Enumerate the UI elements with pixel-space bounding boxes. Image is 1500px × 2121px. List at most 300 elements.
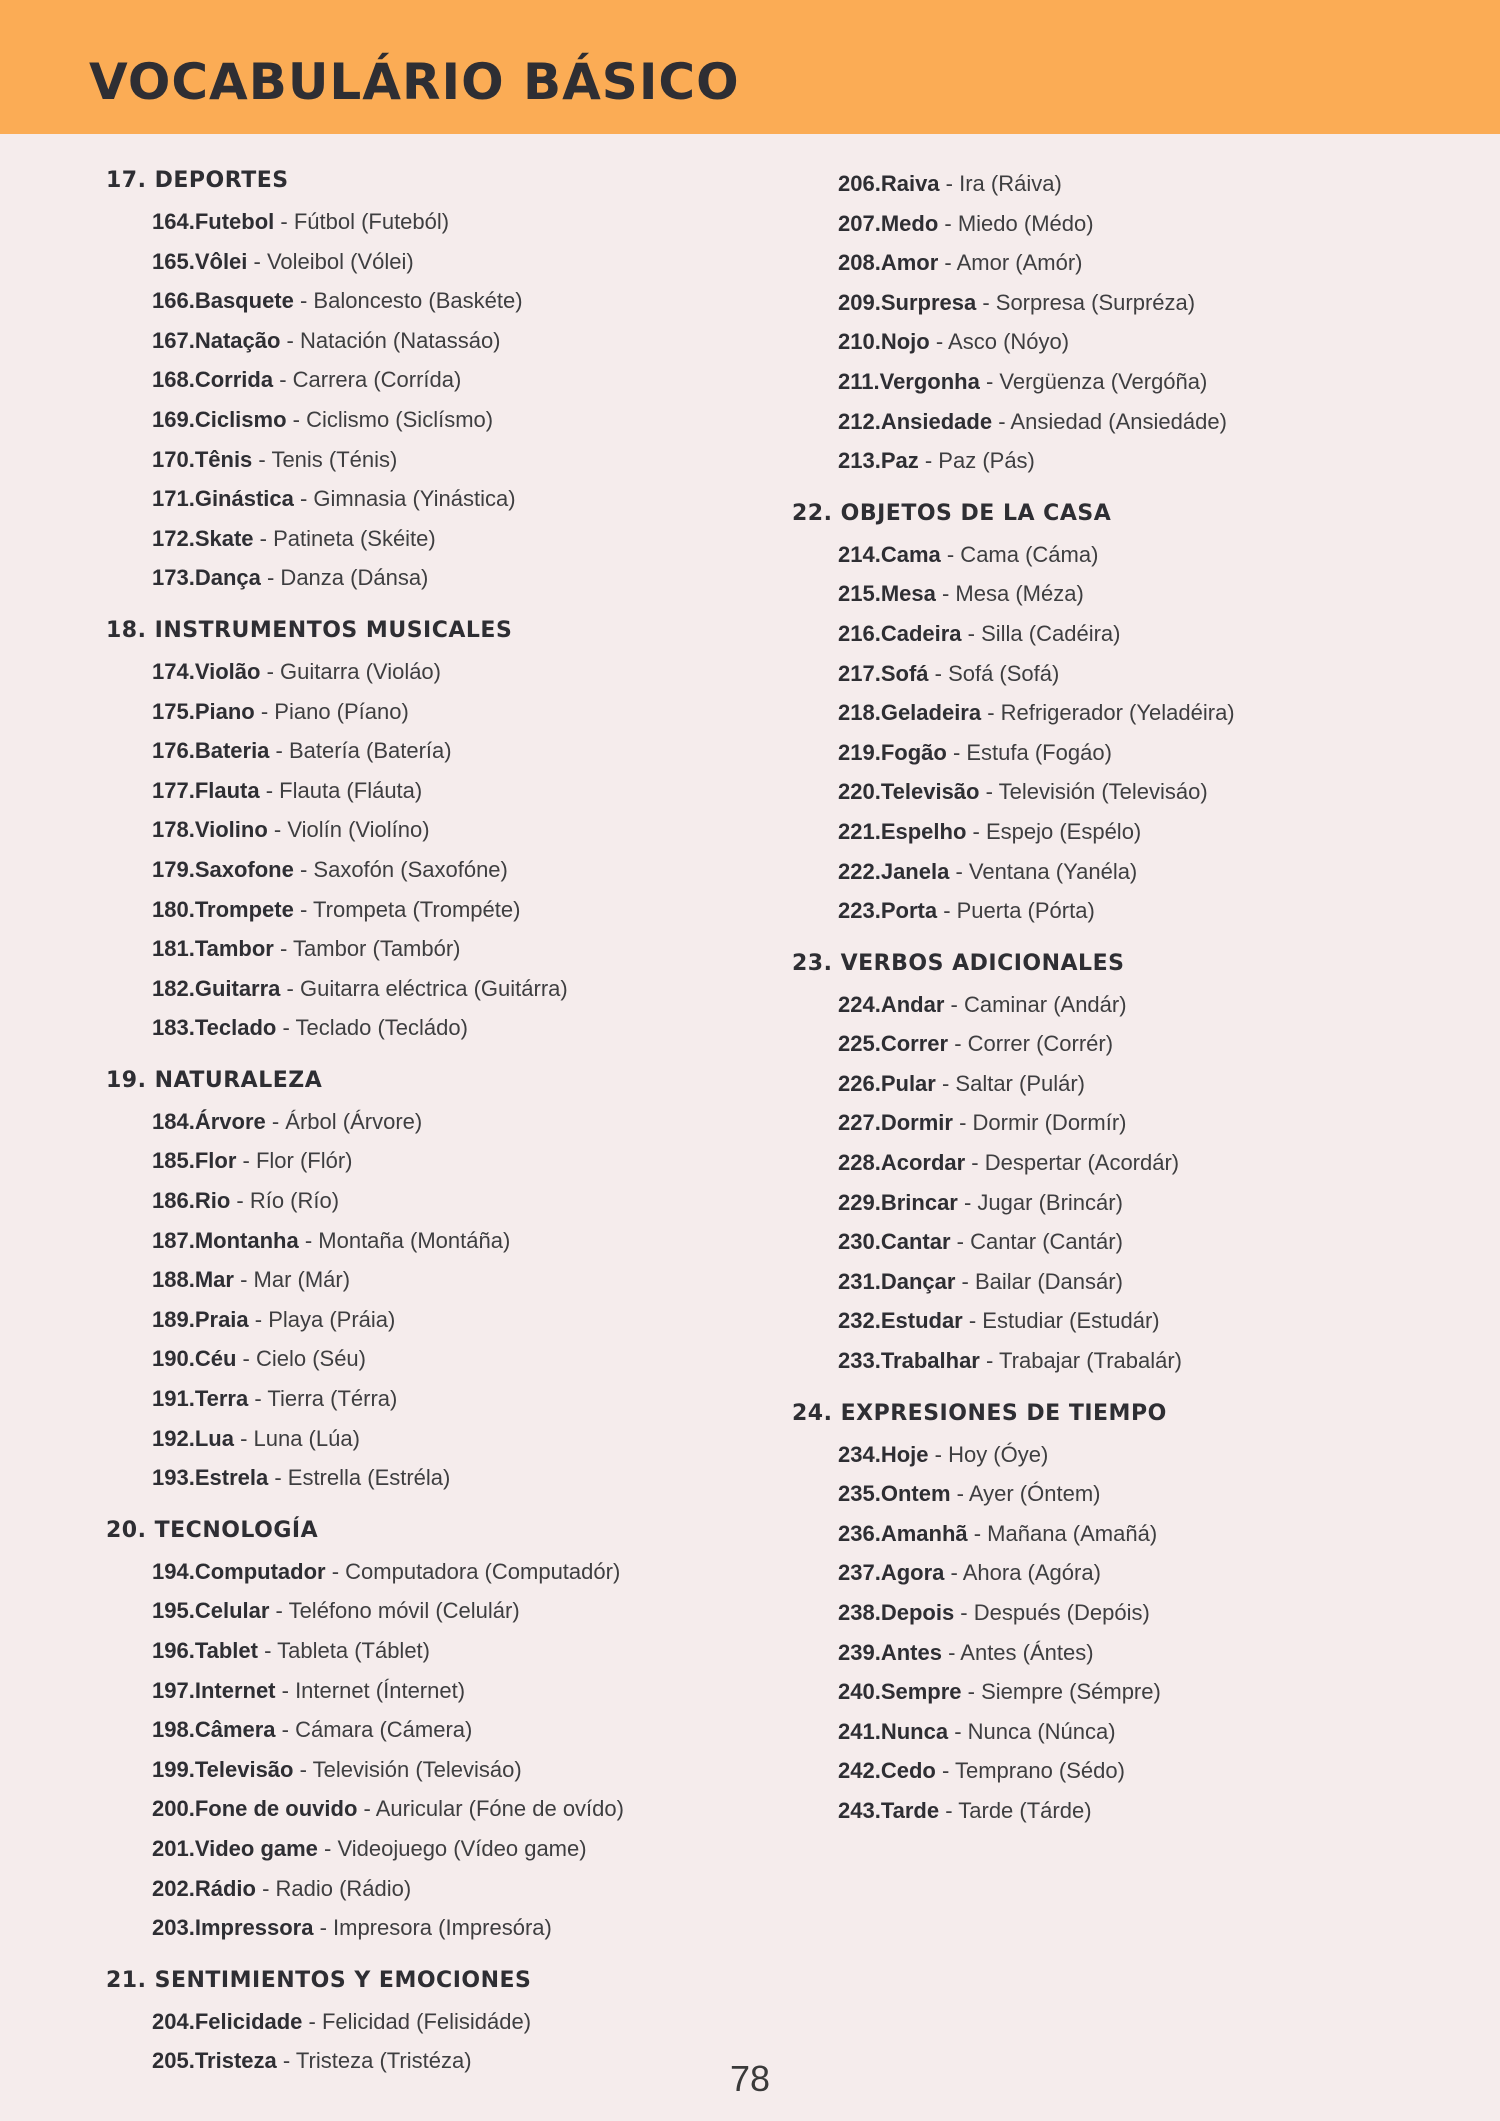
list-item bbox=[152, 1339, 786, 1379]
translation: - Auricular (Fóne de ovído) bbox=[357, 1796, 624, 1822]
item-number: 185. bbox=[152, 1148, 195, 1174]
portuguese-word: Corrida bbox=[194, 367, 274, 393]
portuguese-word: Geladeira bbox=[880, 700, 982, 726]
translation: - Vergüenza (Vergóña) bbox=[979, 368, 1208, 394]
portuguese-word: Nojo bbox=[880, 329, 930, 355]
list-item bbox=[838, 1103, 1482, 1143]
item-number: 236. bbox=[838, 1520, 881, 1546]
left-column bbox=[106, 160, 786, 2081]
portuguese-word: Dançar bbox=[880, 1268, 956, 1294]
translation: - Después (Depóis) bbox=[954, 1600, 1150, 1625]
list-item bbox=[838, 614, 1482, 654]
portuguese-word: Celular bbox=[194, 1598, 270, 1624]
item-number: 196. bbox=[152, 1638, 195, 1663]
item-number: 226. bbox=[838, 1070, 881, 1096]
portuguese-word: Violino bbox=[194, 817, 268, 843]
list-item bbox=[152, 1552, 786, 1592]
vocabulary-section bbox=[792, 493, 1482, 931]
item-number: 238. bbox=[838, 1600, 881, 1625]
item-number: 198. bbox=[152, 1717, 195, 1743]
item-number: 215. bbox=[838, 581, 881, 607]
portuguese-word: Impressora bbox=[194, 1915, 314, 1941]
portuguese-word: Saxofone bbox=[194, 856, 294, 882]
item-number: 183. bbox=[152, 1015, 195, 1041]
list-item bbox=[152, 1869, 786, 1909]
portuguese-word: Internet bbox=[194, 1677, 276, 1703]
translation: - Amor (Amór) bbox=[938, 250, 1083, 276]
translation: - Playa (Práia) bbox=[248, 1306, 396, 1332]
item-number: 193. bbox=[152, 1465, 195, 1491]
list-item bbox=[152, 1671, 786, 1711]
portuguese-word: Estrela bbox=[194, 1465, 269, 1491]
translation: - Hoy (Óye) bbox=[928, 1441, 1049, 1467]
portuguese-word: Futebol bbox=[194, 209, 275, 234]
portuguese-word: Flor bbox=[194, 1148, 237, 1174]
translation: - Teléfono móvil (Celulár) bbox=[269, 1598, 520, 1624]
translation: - Siempre (Sémpre) bbox=[961, 1679, 1161, 1705]
item-number: 221. bbox=[838, 818, 881, 844]
portuguese-word: Tênis bbox=[194, 446, 253, 472]
item-number: 200. bbox=[152, 1796, 195, 1822]
section-title: 20. TECNOLOGÍA bbox=[106, 1517, 319, 1543]
translation: - Tierra (Térra) bbox=[248, 1386, 398, 1412]
list-item bbox=[152, 1181, 786, 1221]
list-item bbox=[152, 202, 786, 242]
vocabulary-section bbox=[106, 610, 786, 1048]
item-number: 213. bbox=[838, 448, 881, 474]
list-item bbox=[838, 985, 1482, 1025]
portuguese-word: Céu bbox=[194, 1346, 237, 1372]
item-number: 165. bbox=[152, 248, 195, 274]
translation: - Ira (Ráiva) bbox=[939, 171, 1062, 196]
list-item bbox=[838, 1222, 1482, 1262]
portuguese-word: Cantar bbox=[880, 1229, 951, 1255]
portuguese-word: Fogão bbox=[880, 739, 947, 765]
list-item bbox=[838, 1183, 1482, 1223]
list-item bbox=[152, 400, 786, 440]
translation: - Felicidad (Felisidáde) bbox=[302, 2008, 532, 2034]
list-item bbox=[152, 1631, 786, 1671]
item-number: 204. bbox=[152, 2008, 195, 2034]
portuguese-word: Surpresa bbox=[880, 289, 977, 315]
list-item bbox=[152, 1260, 786, 1300]
portuguese-word: Dormir bbox=[880, 1110, 953, 1136]
list-item bbox=[838, 1791, 1482, 1831]
list-item bbox=[838, 852, 1482, 892]
portuguese-word: Lua bbox=[194, 1425, 234, 1451]
portuguese-word: Câmera bbox=[194, 1717, 276, 1743]
list-item bbox=[152, 1300, 786, 1340]
item-number: 175. bbox=[152, 698, 195, 724]
translation: - Ventana (Yanéla) bbox=[949, 858, 1138, 884]
vocabulary-list bbox=[106, 652, 786, 1048]
vocabulary-list bbox=[792, 985, 1482, 1381]
item-number: 225. bbox=[838, 1031, 881, 1057]
translation: - Baloncesto (Baskéte) bbox=[293, 288, 523, 314]
item-number: 174. bbox=[152, 658, 195, 684]
item-number: 177. bbox=[152, 777, 195, 803]
translation: - Fútbol (Futeból) bbox=[274, 209, 450, 234]
portuguese-word: Violão bbox=[194, 658, 261, 684]
list-item bbox=[152, 1829, 786, 1869]
section-title: 17. DEPORTES bbox=[106, 168, 289, 193]
list-item bbox=[838, 204, 1482, 244]
item-number: 184. bbox=[152, 1108, 195, 1134]
item-number: 172. bbox=[152, 525, 195, 551]
section-title: 18. INSTRUMENTOS MUSICALES bbox=[106, 617, 513, 643]
translation: - Patineta (Skéite) bbox=[253, 525, 436, 551]
item-number: 231. bbox=[838, 1268, 881, 1294]
list-item bbox=[838, 164, 1482, 204]
translation: - Tristeza (Tristéza) bbox=[276, 2048, 472, 2074]
list-item bbox=[838, 812, 1482, 852]
vocabulary-section bbox=[792, 1393, 1482, 1831]
portuguese-word: Mar bbox=[194, 1267, 234, 1293]
portuguese-word: Cadeira bbox=[880, 620, 962, 646]
translation: - Correr (Corrér) bbox=[948, 1031, 1114, 1057]
portuguese-word: Agora bbox=[880, 1560, 945, 1586]
vocabulary-list bbox=[106, 1102, 786, 1498]
item-number: 234. bbox=[838, 1441, 881, 1467]
item-number: 217. bbox=[838, 660, 881, 686]
translation: - Cielo (Séu) bbox=[236, 1346, 366, 1372]
portuguese-word: Televisão bbox=[194, 1756, 294, 1782]
portuguese-word: Tablet bbox=[194, 1638, 258, 1663]
item-number: 187. bbox=[152, 1227, 195, 1253]
list-item bbox=[838, 322, 1482, 362]
portuguese-word: Depois bbox=[880, 1600, 955, 1625]
item-number: 223. bbox=[838, 898, 881, 924]
portuguese-word: Sofá bbox=[880, 660, 929, 686]
portuguese-word: Cama bbox=[880, 541, 941, 567]
list-item bbox=[838, 1262, 1482, 1302]
translation: - Despertar (Acordár) bbox=[965, 1150, 1180, 1176]
item-number: 211. bbox=[838, 368, 880, 394]
list-item bbox=[838, 1514, 1482, 1554]
list-item bbox=[838, 1593, 1482, 1633]
list-item bbox=[152, 558, 786, 598]
portuguese-word: Terra bbox=[194, 1386, 249, 1412]
translation: - Flauta (Fláuta) bbox=[259, 777, 423, 803]
portuguese-word: Espelho bbox=[880, 818, 967, 844]
portuguese-word: Porta bbox=[880, 898, 938, 924]
item-number: 186. bbox=[152, 1188, 195, 1214]
translation: - Paz (Pás) bbox=[918, 448, 1035, 474]
portuguese-word: Ciclismo bbox=[194, 406, 287, 432]
list-item bbox=[152, 440, 786, 480]
portuguese-word: Medo bbox=[880, 210, 939, 236]
translation: - Antes (Ántes) bbox=[941, 1639, 1094, 1665]
portuguese-word: Antes bbox=[880, 1639, 942, 1665]
list-item bbox=[838, 1751, 1482, 1791]
portuguese-word: Mesa bbox=[880, 581, 936, 607]
list-item bbox=[838, 574, 1482, 614]
list-item bbox=[152, 360, 786, 400]
item-number: 169. bbox=[152, 406, 195, 432]
list-item bbox=[152, 1419, 786, 1459]
list-item bbox=[838, 243, 1482, 283]
portuguese-word: Acordar bbox=[880, 1150, 966, 1176]
vocabulary-section bbox=[106, 160, 786, 598]
item-number: 189. bbox=[152, 1306, 195, 1332]
translation: - Temprano (Sédo) bbox=[935, 1758, 1125, 1784]
section-title: 19. NATURALEZA bbox=[106, 1067, 323, 1093]
item-number: 197. bbox=[152, 1677, 195, 1703]
portuguese-word: Bateria bbox=[194, 738, 270, 764]
portuguese-word: Ansiedade bbox=[880, 408, 993, 434]
translation: - Cama (Cáma) bbox=[940, 541, 1099, 567]
list-item bbox=[838, 1633, 1482, 1673]
page-number: 78 bbox=[729, 2058, 771, 2099]
translation: - Sorpresa (Surpréza) bbox=[976, 289, 1196, 315]
item-number: 192. bbox=[152, 1425, 195, 1451]
portuguese-word: Correr bbox=[880, 1031, 949, 1057]
vocabulary-list bbox=[792, 535, 1482, 931]
item-number: 212. bbox=[838, 408, 881, 434]
item-number: 201. bbox=[152, 1835, 195, 1861]
translation: - Flor (Flór) bbox=[236, 1148, 353, 1174]
list-item bbox=[152, 969, 786, 1009]
portuguese-word: Vergonha bbox=[879, 368, 980, 394]
item-number: 190. bbox=[152, 1346, 195, 1372]
item-number: 216. bbox=[838, 620, 881, 646]
section-title: 24. EXPRESIONES DE TIEMPO bbox=[792, 1400, 1167, 1426]
portuguese-word: Trabalhar bbox=[880, 1348, 980, 1374]
portuguese-word: Paz bbox=[880, 448, 919, 474]
translation: - Tarde (Tárde) bbox=[939, 1797, 1092, 1823]
item-number: 220. bbox=[838, 779, 881, 805]
vocabulary-list bbox=[106, 202, 786, 598]
item-number: 168. bbox=[152, 367, 195, 393]
list-item bbox=[838, 535, 1482, 575]
list-item bbox=[838, 1341, 1482, 1381]
right-column bbox=[792, 160, 1482, 1831]
item-number: 182. bbox=[152, 975, 195, 1001]
list-item bbox=[838, 402, 1482, 442]
item-number: 237. bbox=[838, 1560, 881, 1586]
translation: - Videojuego (Vídeo game) bbox=[317, 1835, 587, 1861]
list-item bbox=[838, 1712, 1482, 1752]
item-number: 191. bbox=[152, 1386, 195, 1412]
list-item bbox=[152, 1379, 786, 1419]
translation: - Ansiedad (Ansiedáde) bbox=[992, 408, 1227, 434]
portuguese-word: Rádio bbox=[194, 1875, 256, 1901]
list-item bbox=[838, 891, 1482, 931]
item-number: 206. bbox=[838, 171, 881, 196]
portuguese-word: Janela bbox=[880, 858, 950, 884]
vocabulary-section bbox=[106, 1510, 786, 1948]
portuguese-word: Rio bbox=[194, 1188, 231, 1214]
translation: - Mesa (Méza) bbox=[935, 581, 1084, 607]
list-item bbox=[152, 2002, 786, 2042]
item-number: 202. bbox=[152, 1875, 195, 1901]
portuguese-word: Flauta bbox=[194, 777, 260, 803]
list-item bbox=[838, 654, 1482, 694]
vocabulary-section bbox=[792, 164, 1482, 481]
translation: - Computadora (Computadór) bbox=[325, 1558, 621, 1584]
list-item bbox=[152, 1458, 786, 1498]
item-number: 164. bbox=[152, 209, 195, 234]
item-number: 188. bbox=[152, 1267, 195, 1293]
list-item bbox=[152, 850, 786, 890]
list-item bbox=[152, 1789, 786, 1829]
translation: - Ciclismo (Siclísmo) bbox=[286, 406, 494, 432]
item-number: 170. bbox=[152, 446, 195, 472]
translation: - Árbol (Árvore) bbox=[265, 1108, 423, 1134]
translation: - Caminar (Andár) bbox=[944, 991, 1127, 1017]
page-header bbox=[0, 0, 1500, 134]
item-number: 181. bbox=[152, 936, 195, 962]
translation: - Carrera (Corrída) bbox=[273, 367, 462, 393]
translation: - Espejo (Espélo) bbox=[966, 818, 1142, 844]
portuguese-word: Andar bbox=[880, 991, 945, 1017]
vocabulary-section bbox=[106, 1060, 786, 1498]
translation: - Tambor (Tambór) bbox=[273, 936, 461, 962]
list-item bbox=[152, 652, 786, 692]
item-number: 199. bbox=[152, 1756, 195, 1782]
item-number: 166. bbox=[152, 288, 195, 314]
list-item bbox=[152, 321, 786, 361]
list-item bbox=[152, 731, 786, 771]
portuguese-word: Pular bbox=[880, 1070, 936, 1096]
item-number: 242. bbox=[838, 1758, 881, 1784]
item-number: 219. bbox=[838, 739, 881, 765]
translation: - Jugar (Brincár) bbox=[957, 1189, 1123, 1215]
translation: - Tenis (Ténis) bbox=[252, 446, 398, 472]
list-item bbox=[152, 1591, 786, 1631]
portuguese-word: Dança bbox=[194, 565, 261, 591]
item-number: 195. bbox=[152, 1598, 195, 1624]
item-number: 171. bbox=[152, 486, 195, 512]
list-item bbox=[152, 1908, 786, 1948]
list-item bbox=[838, 693, 1482, 733]
section-title: 21. SENTIMIENTOS Y EMOCIONES bbox=[106, 1967, 532, 1993]
item-number: 179. bbox=[152, 856, 195, 882]
translation: - Silla (Cadéira) bbox=[961, 620, 1121, 646]
item-number: 214. bbox=[838, 541, 881, 567]
translation: - Trabajar (Trabalár) bbox=[979, 1348, 1182, 1374]
item-number: 230. bbox=[838, 1229, 881, 1255]
item-number: 232. bbox=[838, 1308, 881, 1334]
translation: - Voleibol (Vólei) bbox=[247, 248, 414, 274]
translation: - Miedo (Médo) bbox=[938, 210, 1094, 236]
translation: - Mañana (Amañá) bbox=[967, 1520, 1158, 1546]
portuguese-word: Árvore bbox=[194, 1108, 266, 1134]
translation: - Impresora (Impresóra) bbox=[313, 1915, 552, 1941]
translation: - Ahora (Agóra) bbox=[944, 1560, 1101, 1586]
translation: - Trompeta (Trompéte) bbox=[293, 896, 521, 922]
translation: - Saxofón (Saxofóne) bbox=[293, 856, 508, 882]
vocabulary-list bbox=[792, 164, 1482, 481]
translation: - Montaña (Montáña) bbox=[298, 1227, 511, 1253]
translation: - Violín (Violíno) bbox=[267, 817, 430, 843]
item-number: 224. bbox=[838, 991, 881, 1017]
portuguese-word: Tambor bbox=[194, 936, 274, 962]
list-item bbox=[152, 692, 786, 732]
portuguese-word: Natação bbox=[194, 327, 281, 353]
portuguese-word: Skate bbox=[194, 525, 254, 551]
list-item bbox=[838, 772, 1482, 812]
list-item bbox=[152, 1221, 786, 1261]
item-number: 203. bbox=[152, 1915, 195, 1941]
list-item bbox=[152, 519, 786, 559]
list-item bbox=[152, 890, 786, 930]
translation: - Estufa (Fogáo) bbox=[946, 739, 1112, 765]
list-item bbox=[152, 1102, 786, 1142]
vocabulary-list bbox=[792, 1435, 1482, 1831]
list-item bbox=[838, 1553, 1482, 1593]
list-item bbox=[838, 441, 1482, 481]
list-item bbox=[152, 1750, 786, 1790]
list-item bbox=[838, 1064, 1482, 1104]
translation: - Río (Río) bbox=[230, 1188, 340, 1214]
translation: - Luna (Lúa) bbox=[233, 1425, 360, 1451]
section-title: 22. OBJETOS DE LA CASA bbox=[792, 500, 1112, 526]
translation: - Natación (Natassáo) bbox=[280, 327, 501, 353]
portuguese-word: Amor bbox=[880, 250, 939, 276]
translation: - Danza (Dánsa) bbox=[260, 565, 429, 591]
portuguese-word: Televisão bbox=[880, 779, 980, 805]
translation: - Piano (Píano) bbox=[254, 698, 409, 724]
vocabulary-list bbox=[106, 1552, 786, 1948]
translation: - Sofá (Sofá) bbox=[928, 660, 1060, 686]
translation: - Ayer (Óntem) bbox=[950, 1481, 1101, 1507]
translation: - Refrigerador (Yeladéira) bbox=[981, 700, 1235, 726]
portuguese-word: Brincar bbox=[880, 1189, 958, 1215]
portuguese-word: Guitarra bbox=[194, 975, 281, 1001]
item-number: 239. bbox=[838, 1639, 881, 1665]
item-number: 180. bbox=[152, 896, 195, 922]
portuguese-word: Cedo bbox=[880, 1758, 936, 1784]
portuguese-word: Nunca bbox=[880, 1718, 949, 1744]
portuguese-word: Computador bbox=[194, 1558, 326, 1584]
portuguese-word: Trompete bbox=[194, 896, 294, 922]
list-item bbox=[838, 1672, 1482, 1712]
item-number: 233. bbox=[838, 1348, 881, 1374]
item-number: 207. bbox=[838, 210, 881, 236]
translation: - Mar (Már) bbox=[233, 1267, 351, 1293]
list-item bbox=[152, 1141, 786, 1181]
translation: - Gimnasia (Yinástica) bbox=[293, 486, 516, 512]
list-item bbox=[838, 1301, 1482, 1341]
item-number: 222. bbox=[838, 858, 881, 884]
item-number: 241. bbox=[838, 1718, 881, 1744]
translation: - Cantar (Cantár) bbox=[950, 1229, 1123, 1255]
list-item bbox=[838, 1435, 1482, 1475]
item-number: 194. bbox=[152, 1558, 195, 1584]
portuguese-word: Piano bbox=[194, 698, 255, 724]
translation: - Asco (Nóyo) bbox=[929, 329, 1070, 355]
portuguese-word: Sempre bbox=[880, 1679, 962, 1705]
portuguese-word: Fone de ouvido bbox=[194, 1796, 358, 1822]
translation: - Bailar (Dansár) bbox=[955, 1268, 1123, 1294]
translation: - Televisión (Televisáo) bbox=[293, 1756, 522, 1782]
list-item bbox=[838, 1024, 1482, 1064]
translation: - Televisión (Televisáo) bbox=[979, 779, 1208, 805]
portuguese-word: Basquete bbox=[194, 288, 294, 314]
item-number: 228. bbox=[838, 1150, 881, 1176]
item-number: 227. bbox=[838, 1110, 881, 1136]
portuguese-word: Hoje bbox=[880, 1441, 929, 1467]
translation: - Tableta (Táblet) bbox=[257, 1638, 430, 1663]
portuguese-word: Tristeza bbox=[194, 2048, 277, 2074]
portuguese-word: Video game bbox=[194, 1835, 318, 1861]
translation: - Batería (Batería) bbox=[269, 738, 452, 764]
portuguese-word: Felicidade bbox=[194, 2008, 303, 2034]
portuguese-word: Raiva bbox=[880, 171, 940, 196]
translation: - Saltar (Pulár) bbox=[935, 1070, 1086, 1096]
portuguese-word: Vôlei bbox=[194, 248, 248, 274]
